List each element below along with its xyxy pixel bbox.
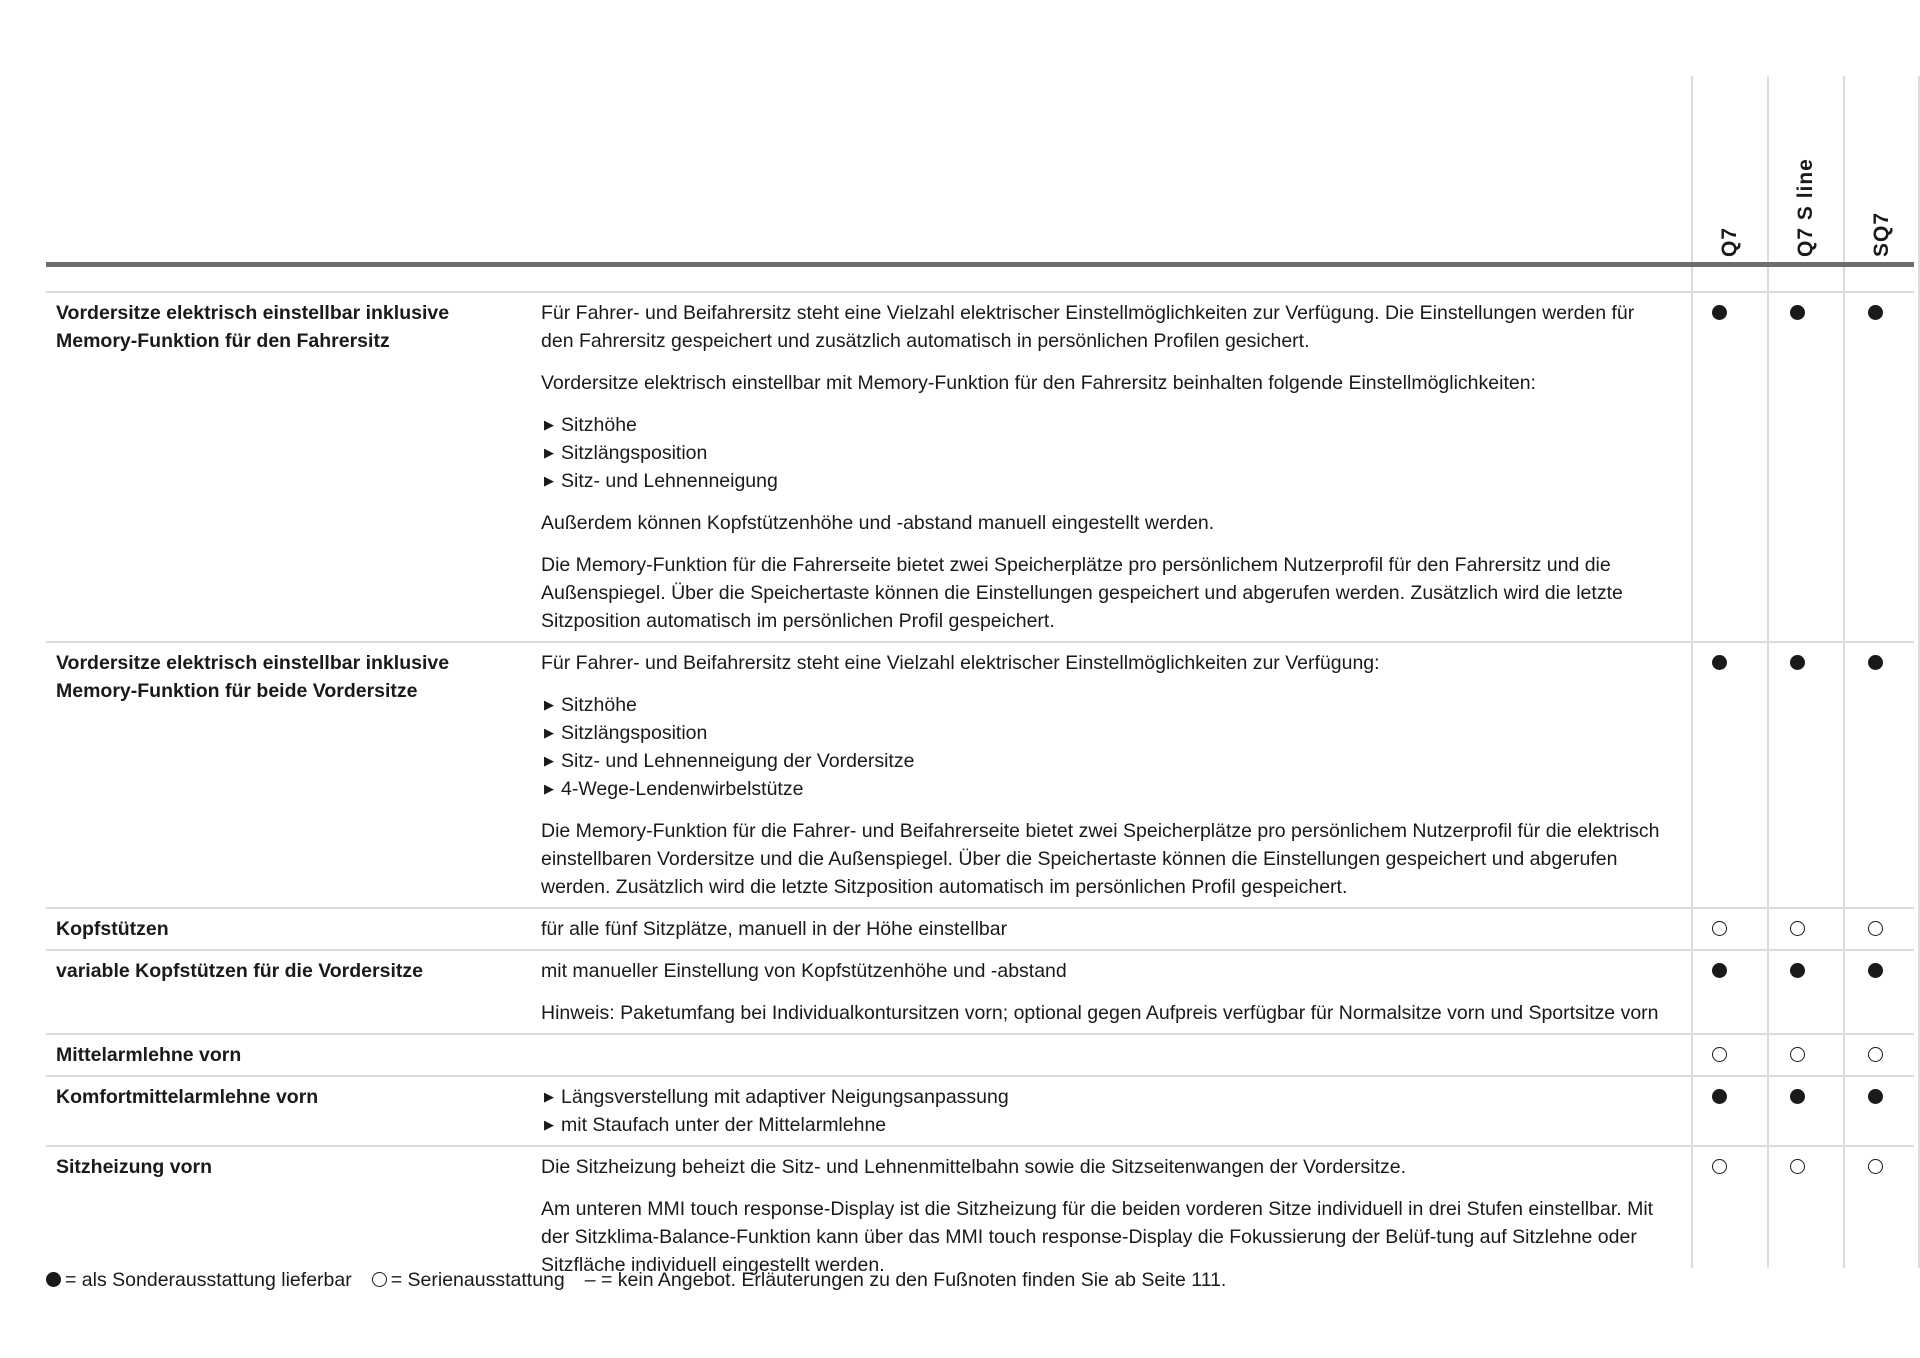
- bullet-triangle-icon: ▶: [544, 753, 554, 768]
- bullet-triangle-icon: ▶: [544, 1089, 554, 1104]
- feature-description: [541, 1147, 1681, 1285]
- table-row: [46, 1077, 1914, 1147]
- feature-list: [541, 1083, 1669, 1139]
- description-paragraph: Für Fahrer- und Beifahrersitz steht eine Vielzahl elektrischer Einstellmöglichkeiten zur Verfügung:: [541, 652, 1380, 674]
- availability-cells: [1681, 1077, 1914, 1145]
- feature-title: Kopfstützen: [56, 918, 169, 940]
- feature-description: [541, 1035, 1681, 1075]
- availability-cells: [1681, 643, 1914, 907]
- bullet-triangle-icon: ▶: [544, 473, 554, 488]
- availability-sq7: [1836, 643, 1914, 907]
- feature-list: [541, 691, 1669, 803]
- table-row: [46, 909, 1914, 951]
- availability-cells: [1681, 1035, 1914, 1075]
- description-paragraph: Hinweis: Paketumfang bei Individualkontursitzen vorn; optional gegen Aufpreis verfügbar für Normalsitze vorn und Sportsitze vorn: [541, 1002, 1659, 1024]
- description-paragraph: Am unteren MMI touch response-Display ist die Sitzheizung für die beiden vorderen Sitze individuell in drei Stufen einstellbar. Mit der Sitzklima-Balance-Funktion kann über das MMI touch response-Display die Fokussierung der Belüf-tung auf Sitzlehne oder Sitzfläche individuell eingestellt werden.: [541, 1198, 1654, 1276]
- standard-circle-icon: [1790, 921, 1805, 936]
- availability-sq7: [1836, 293, 1914, 641]
- list-item: ▶ Sitzlängsposition: [541, 719, 1669, 747]
- availability-sq7: [1836, 909, 1914, 949]
- availability-cells: [1681, 293, 1914, 641]
- availability-q7: [1681, 1077, 1759, 1145]
- description-paragraph: Die Memory-Funktion für die Fahrerseite bietet zwei Speicherplätze pro persönlichem Nutzerprofil für den Fahrersitz und die Außenspiegel. Über die Speichertaste können die Einstellungen gespeichert und abgerufen werden. Zusätzlich wird die letzte Sitzposition automatisch im persönlichen Profil gespeichert.: [541, 554, 1623, 632]
- optional-dot-icon: [1868, 305, 1883, 320]
- feature-title: Vordersitze elektrisch einstellbar inklusive Memory-Funktion für beide Vordersitze: [56, 652, 450, 702]
- availability-cells: [1681, 951, 1914, 1033]
- list-item: ▶ 4-Wege-Lendenwirbelstütze: [541, 775, 1669, 803]
- description-paragraph: Die Sitzheizung beheizt die Sitz- und Lehnenmittelbahn sowie die Sitzseitenwangen der Vordersitze.: [541, 1156, 1407, 1178]
- standard-circle-icon: [1868, 1047, 1883, 1062]
- standard-circle-icon: [1868, 1159, 1883, 1174]
- optional-dot-icon: [1712, 305, 1727, 320]
- table-row: [46, 293, 1914, 643]
- availability-q7: [1681, 293, 1759, 641]
- table-row: [46, 951, 1914, 1035]
- list-item: ▶ Sitzhöhe: [541, 411, 1669, 439]
- feature-description: [541, 951, 1681, 1033]
- optional-dot-icon: [46, 1272, 61, 1287]
- availability-q7: [1681, 909, 1759, 949]
- legend-optional: = als Sonderausstattung lieferbar: [65, 1269, 352, 1291]
- list-item: ▶ mit Staufach unter der Mittelarmlehne: [541, 1111, 1669, 1139]
- feature-description: [541, 1077, 1681, 1145]
- optional-dot-icon: [1868, 963, 1883, 978]
- availability-q7-s-line: [1759, 951, 1837, 1033]
- list-item: ▶ Längsverstellung mit adaptiver Neigungsanpassung: [541, 1083, 1669, 1111]
- feature-description: [541, 293, 1681, 641]
- bullet-triangle-icon: ▶: [544, 445, 554, 460]
- model-header-q7-s-line: Q7 S line: [1794, 158, 1817, 257]
- legend: [46, 1266, 1226, 1294]
- standard-circle-icon: [1868, 921, 1883, 936]
- list-item: ▶ Sitzhöhe: [541, 691, 1669, 719]
- availability-q7-s-line: [1759, 1077, 1837, 1145]
- optional-dot-icon: [1712, 655, 1727, 670]
- availability-sq7: [1836, 1147, 1914, 1285]
- optional-dot-icon: [1712, 963, 1727, 978]
- model-header-q7: Q7: [1718, 226, 1741, 257]
- availability-q7: [1681, 643, 1759, 907]
- standard-circle-icon: [1712, 921, 1727, 936]
- table-row: [46, 1035, 1914, 1077]
- list-item: ▶ Sitzlängsposition: [541, 439, 1669, 467]
- bullet-triangle-icon: ▶: [544, 725, 554, 740]
- availability-cells: [1681, 1147, 1914, 1285]
- availability-q7-s-line: [1759, 643, 1837, 907]
- availability-sq7: [1836, 951, 1914, 1033]
- feature-list: [541, 411, 1669, 495]
- table-row: [46, 643, 1914, 909]
- list-item: ▶ Sitz- und Lehnenneigung: [541, 467, 1669, 495]
- description-paragraph: Die Memory-Funktion für die Fahrer- und Beifahrerseite bietet zwei Speicherplätze pro persönlichem Nutzerprofil für die elektrisch einstellbaren Vordersitze und die Außenspiegel. Über die Speichertaste können die Einstellungen gespeichert und abgerufen werden. Zusätzlich wird die letzte Sitzposition automatisch im persönlichen Profil gespeichert.: [541, 820, 1660, 898]
- bullet-triangle-icon: ▶: [544, 697, 554, 712]
- availability-q7: [1681, 1147, 1759, 1285]
- optional-dot-icon: [1790, 1089, 1805, 1104]
- availability-q7-s-line: [1759, 1147, 1837, 1285]
- availability-q7: [1681, 1035, 1759, 1075]
- availability-q7-s-line: [1759, 293, 1837, 641]
- feature-title: Sitzheizung vorn: [56, 1156, 212, 1178]
- availability-q7-s-line: [1759, 909, 1837, 949]
- bullet-triangle-icon: ▶: [544, 417, 554, 432]
- feature-title: Komfortmittelarmlehne vorn: [56, 1086, 319, 1108]
- standard-circle-icon: [372, 1272, 387, 1287]
- optional-dot-icon: [1790, 655, 1805, 670]
- optional-dot-icon: [1868, 1089, 1883, 1104]
- standard-circle-icon: [1712, 1159, 1727, 1174]
- standard-circle-icon: [1712, 1047, 1727, 1062]
- standard-circle-icon: [1790, 1159, 1805, 1174]
- availability-sq7: [1836, 1077, 1914, 1145]
- feature-description: [541, 909, 1681, 949]
- table-row: [46, 1147, 1914, 1285]
- list-item: ▶ Sitz- und Lehnenneigung der Vordersitze: [541, 747, 1669, 775]
- legend-standard: = Serienausstattung: [390, 1269, 565, 1291]
- description-paragraph: Vordersitze elektrisch einstellbar mit Memory-Funktion für den Fahrersitz beinhalten folgende Einstellmöglichkeiten:: [541, 372, 1536, 394]
- description-paragraph: für alle fünf Sitzplätze, manuell in der Höhe einstellbar: [541, 918, 1008, 940]
- description-paragraph: Für Fahrer- und Beifahrersitz steht eine Vielzahl elektrischer Einstellmöglichkeiten zur Verfügung. Die Einstellungen werden für den Fahrersitz gespeichert und zusätzlich automatisch in persönlichen Profilen gesichert.: [541, 302, 1635, 352]
- equipment-table: [46, 291, 1914, 1285]
- header-rule: [46, 262, 1914, 267]
- bullet-triangle-icon: ▶: [544, 1117, 554, 1132]
- description-paragraph: Außerdem können Kopfstützenhöhe und -abstand manuell eingestellt werden.: [541, 512, 1215, 534]
- availability-q7-s-line: [1759, 1035, 1837, 1075]
- optional-dot-icon: [1712, 1089, 1727, 1104]
- bullet-triangle-icon: ▶: [544, 781, 554, 796]
- legend-none: – = kein Angebot. Erläuterungen zu den Fußnoten finden Sie ab Seite 111.: [584, 1269, 1227, 1291]
- feature-title: Vordersitze elektrisch einstellbar inklusive Memory-Funktion für den Fahrersitz: [56, 302, 450, 352]
- availability-sq7: [1836, 1035, 1914, 1075]
- description-paragraph: mit manueller Einstellung von Kopfstützenhöhe und -abstand: [541, 960, 1067, 982]
- optional-dot-icon: [1868, 655, 1883, 670]
- optional-dot-icon: [1790, 305, 1805, 320]
- model-header-sq7: SQ7: [1870, 211, 1893, 257]
- feature-title: variable Kopfstützen für die Vordersitze: [56, 960, 423, 982]
- availability-q7: [1681, 951, 1759, 1033]
- availability-cells: [1681, 909, 1914, 949]
- standard-circle-icon: [1790, 1047, 1805, 1062]
- feature-title: Mittelarmlehne vorn: [56, 1044, 242, 1066]
- feature-description: [541, 643, 1681, 907]
- optional-dot-icon: [1790, 963, 1805, 978]
